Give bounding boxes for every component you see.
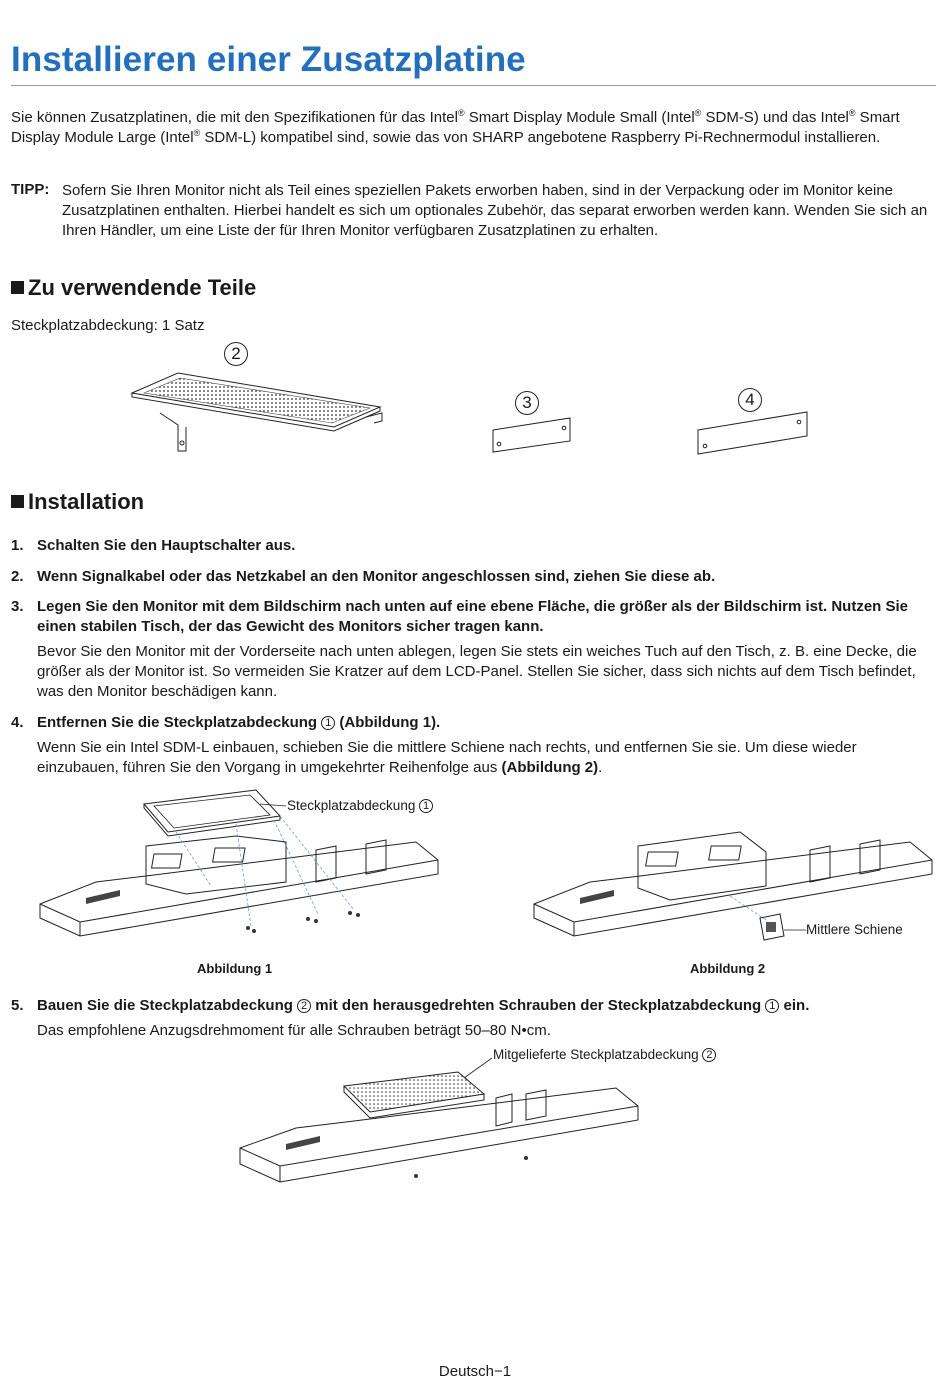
title-divider: [11, 85, 936, 86]
callout-2: 2: [224, 342, 248, 366]
figure-3-label: Mitgelieferte Steckplatzabdeckung 2: [493, 1047, 716, 1062]
slot-cover-2-illustration: [130, 365, 390, 455]
figure-2-caption: Abbildung 2: [690, 961, 766, 976]
square-bullet-icon: [11, 281, 24, 294]
callout-3: 3: [515, 391, 539, 415]
page-footer: Deutsch−1: [438, 1363, 512, 1380]
figure-2-label: Mittlere Schiene: [806, 922, 903, 937]
figure-1-label: Steckplatzabdeckung 1: [287, 798, 433, 813]
page-title: Installieren einer Zusatzplatine: [11, 40, 526, 79]
intro-paragraph: Sie können Zusatzplatinen, die mit den Spezifikationen für das Intel® Smart Display Module Small (Intel® SDM-S) und das Intel® Smart Display Module Large (Intel® SDM-L) kompatibel sind, sowie das von SHARP angebotene Raspberry Pi-Rechnermodul installieren.: [11, 108, 900, 146]
step-4-detail: Wenn Sie ein Intel SDM-L einbauen, schieben Sie die mittlere Schiene nach rechts, und entfernen Sie sie. Um diese wieder einzubauen, führen Sie den Vorgang in umgekehrter Reihenfolge aus (Abbildung 2).: [37, 739, 857, 776]
plate-3-illustration: [490, 414, 576, 454]
plate-4-illustration: [695, 408, 811, 456]
tip-text: Sofern Sie Ihren Monitor nicht als Teil eines speziellen Pakets erworben haben, sind in der Verpackung oder im Monitor keine Zusatzplatinen enthalten. Hierbei handelt es sich um optionales Zubehör, das separat erworben werden kann. Wenden Sie sich an Ihren Händler, um eine Liste der für Ihren Monitor verfügbaren Zusatzplatinen zu erhalten.: [62, 182, 928, 239]
parts-label: Steckplatzabdeckung: 1 Satz: [11, 317, 205, 334]
tip-label: TIPP:: [11, 181, 50, 198]
section-heading-installation: Installation: [11, 489, 144, 515]
figure-3-illustration: [236, 1058, 646, 1188]
square-bullet-icon: [11, 495, 24, 508]
callout-4: 4: [738, 388, 762, 412]
section-heading-parts: Zu verwendende Teile: [11, 275, 256, 301]
step-5-detail: Das empfohlene Anzugsdrehmoment für alle Schrauben beträgt 50–80 N•cm.: [37, 1022, 551, 1039]
step-3-detail: Bevor Sie den Monitor mit der Vorderseite nach unten ablegen, legen Sie stets ein weiches Tuch auf den Tisch, z. B. eine Decke, die größer als der Monitor ist. So vermeiden Sie Kratzer auf dem LCD-Panel. Stellen Sie sicher, dass sich nichts auf dem Tisch befindet, was den Monitor beschädigen kann.: [37, 643, 917, 700]
figure-1-caption: Abbildung 1: [197, 961, 273, 976]
